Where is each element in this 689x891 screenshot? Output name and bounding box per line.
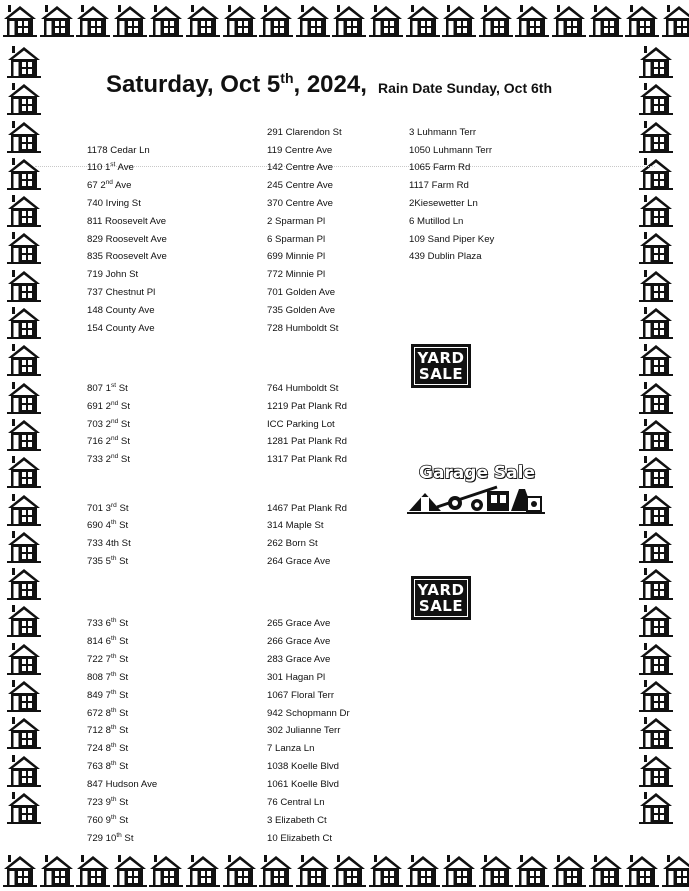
address-item [87,383,128,395]
house-icon [259,853,293,887]
yard-sale-word: SALE [418,365,464,383]
address-number: 712 8 [87,725,112,736]
address-item [87,761,128,773]
house-icon [76,853,110,887]
house-icon [149,3,183,37]
address-item: 701 Golden Ave [267,287,336,298]
street-type: St [116,797,129,808]
house-icon [479,3,513,37]
ordinal-suffix: nd [111,434,119,442]
house-icon [7,454,41,488]
ordinal-suffix: th [111,670,117,678]
address-item [87,618,128,630]
house-icon [639,417,673,451]
street-type: St [116,556,129,567]
border-left [7,44,41,827]
street-type: St [118,401,130,412]
address-item [87,419,130,431]
address-item: 2Kiesewetter Ln [409,198,478,209]
house-icon [7,119,41,153]
address-number: 703 2 [87,419,112,430]
title-date-suffix: th [280,70,294,86]
address-number: 763 8 [87,761,112,772]
address-number: 849 7 [87,690,112,701]
address-item: 1317 Pat Plank Rd [267,454,348,465]
address-item [87,690,128,702]
house-icon [7,603,41,637]
house-icon [7,790,41,824]
address-item [87,401,130,413]
street-type: St [116,383,128,394]
house-icon [639,566,673,600]
address-item: 245 Centre Ave [267,180,333,191]
house-icon [7,492,41,526]
address-item [87,815,128,827]
address-item: 740 Irving St [87,198,141,209]
house-icon [479,853,513,887]
address-item: 154 County Ave [87,323,155,334]
house-icon [7,380,41,414]
address-item [87,833,134,845]
house-icon [639,380,673,414]
rain-date: Rain Date Sunday, Oct 6th [378,80,552,96]
street-type: St [116,618,129,629]
house-icon [639,156,673,190]
ordinal-suffix: th [111,634,117,642]
house-icon [639,230,673,264]
address-number: 701 3 [87,503,112,514]
house-icon [639,529,673,563]
house-icon [639,305,673,339]
address-item: 1067 Floral Terr [267,690,335,701]
address-number: 760 9 [87,815,112,826]
address-number: 716 2 [87,436,112,447]
address-number: 729 10 [87,833,117,844]
ordinal-suffix: th [111,759,117,767]
street-type: St [116,672,129,683]
house-icon [515,3,549,37]
street-type: St [118,436,130,447]
address-item: 1050 Luhmann Terr [409,145,493,156]
ordinal-suffix: th [116,831,122,839]
house-icon [552,3,586,37]
border-bottom [3,853,689,887]
house-icon [113,3,147,37]
address-item: 266 Grace Ave [267,636,331,647]
address-number: 110 1 [87,162,111,173]
address-item: 283 Grace Ave [267,654,331,665]
address-item [87,180,131,192]
house-icon [625,853,659,887]
address-item [87,503,129,515]
street-type: St [116,743,129,754]
ordinal-suffix: st [110,160,116,168]
address-item: 302 Julianne Terr [267,725,341,736]
house-icon [515,853,549,887]
address-item: 3 Luhmann Terr [409,127,477,138]
address-item [87,743,128,755]
address-item: 6 Sparman Pl [267,234,326,245]
street-type: Ave [115,162,134,173]
address-item: 772 Minnie Pl [267,269,326,280]
ordinal-suffix: th [111,688,117,696]
address-item [87,520,128,532]
address-item: 1219 Pat Plank Rd [267,401,348,412]
street-type: St [118,419,130,430]
yard-sale-sign [411,344,471,388]
house-icon [625,3,659,37]
house-icon [7,193,41,227]
house-icon [7,715,41,749]
address-item: 735 Golden Ave [267,305,336,316]
address-item: 1117 Farm Rd [409,180,469,191]
house-icon [7,529,41,563]
ordinal-suffix: st [111,381,117,389]
address-item: 847 Hudson Ave [87,779,158,790]
house-icon [7,566,41,600]
house-icon [332,3,366,37]
ordinal-suffix: th [111,795,117,803]
ordinal-suffix: th [111,616,117,624]
address-item: 291 Clarendon St [267,127,342,138]
ordinal-suffix: nd [105,178,113,186]
address-item: 301 Hagan Pl [267,672,326,683]
house-icon [223,853,257,887]
house-icon [149,853,183,887]
house-icon [639,678,673,712]
address-item: 733 4th St [87,538,131,549]
house-icon [7,156,41,190]
house-icon [7,417,41,451]
street-type: St [118,454,130,465]
house-icon [639,603,673,637]
house-icon [7,268,41,302]
address-item [87,654,128,666]
address-item: 1065 Farm Rd [409,162,471,173]
house-icon [7,81,41,115]
house-icon [3,3,37,37]
house-icon [639,715,673,749]
page-title [106,70,367,99]
ordinal-suffix: rd [111,501,117,509]
address-item: 1178 Cedar Ln [87,145,150,156]
house-icon [639,753,673,787]
address-number: 691 2 [87,401,112,412]
ordinal-suffix: th [111,554,117,562]
address-item: 1061 Koelle Blvd [267,779,340,790]
address-item: 829 Roosevelt Ave [87,234,167,245]
house-icon [7,342,41,376]
house-icon [7,305,41,339]
house-icon [7,753,41,787]
address-item: 148 County Ave [87,305,155,316]
address-item: 10 Elizabeth Ct [267,833,333,844]
ordinal-suffix: th [111,706,117,714]
address-number: 723 9 [87,797,112,808]
address-number: 733 2 [87,454,112,465]
house-icon [186,3,220,37]
house-icon [662,3,689,37]
address-item: 142 Centre Ave [267,162,333,173]
house-icon [186,853,220,887]
ordinal-suffix: th [111,518,117,526]
address-item: 76 Central Ln [267,797,325,808]
address-item [87,672,128,684]
address-item: 7 Lanza Ln [267,743,315,754]
house-icon [639,454,673,488]
house-icon [332,853,366,887]
house-icon [639,342,673,376]
house-icon [7,641,41,675]
house-icon [639,81,673,115]
house-icon [223,3,257,37]
address-item: 835 Roosevelt Ave [87,251,167,262]
address-item [87,162,134,174]
address-item [87,708,128,720]
ordinal-suffix: nd [111,452,119,460]
house-icon [406,853,440,887]
address-number: 690 4 [87,520,112,531]
address-item: 942 Schopmann Dr [267,708,350,719]
address-item: 119 Centre Ave [267,145,333,156]
ordinal-suffix: th [111,813,117,821]
house-icon [639,641,673,675]
house-icon [662,853,689,887]
house-icon [552,853,586,887]
address-number: 814 6 [87,636,112,647]
address-item: 811 Roosevelt Ave [87,216,167,227]
ordinal-suffix: nd [111,417,119,425]
house-icon [639,268,673,302]
address-item: 764 Humboldt St [267,383,339,394]
address-number: 722 7 [87,654,112,665]
house-icon [369,853,403,887]
address-item: 1038 Koelle Blvd [267,761,340,772]
address-item [87,556,128,568]
garage-sale-text: Garage Sale [419,463,535,483]
ordinal-suffix: th [111,723,117,731]
address-item: 439 Dublin Plaza [409,251,482,262]
ordinal-suffix: th [111,652,117,660]
house-icon [3,853,37,887]
address-item: 699 Minnie Pl [267,251,326,262]
house-icon [7,678,41,712]
ordinal-suffix: th [111,741,117,749]
border-top [3,3,689,37]
ordinal-suffix: nd [111,399,119,407]
address-item: 1281 Pat Plank Rd [267,436,348,447]
border-right [639,44,673,827]
address-item [87,636,128,648]
house-icon [589,3,623,37]
address-item: 264 Grace Ave [267,556,331,567]
house-icon [296,3,330,37]
address-item: 728 Humboldt St [267,323,339,334]
address-item: 262 Born St [267,538,318,549]
street-type: St [116,636,129,647]
yard-sale-word: YARD [417,349,465,367]
address-item [87,725,128,737]
house-icon [639,790,673,824]
title-date: Saturday, Oct 5 [106,71,281,98]
address-item [87,454,130,466]
street-type: Ave [112,180,132,191]
yard-sale-sign [411,576,471,620]
street-type: St [116,654,129,665]
street-type: St [116,815,129,826]
house-icon [7,44,41,78]
house-icon [639,492,673,526]
title-year: , 2024, [293,71,367,98]
address-number: 67 2 [87,180,106,191]
address-item [87,797,128,809]
street-type: St [116,503,129,514]
address-item: 2 Sparman Pl [267,216,326,227]
house-icon [76,3,110,37]
address-number: 733 6 [87,618,112,629]
house-icon [40,853,74,887]
address-item: 109 Sand Piper Key [409,234,495,245]
address-item: 737 Chestnut Pl [87,287,156,298]
house-icon [113,853,147,887]
street-type: St [116,520,129,531]
house-icon [259,3,293,37]
address-item: 370 Centre Ave [267,198,333,209]
address-item: 265 Grace Ave [267,618,331,629]
yard-sale-word: YARD [417,581,465,599]
address-number: 724 8 [87,743,112,754]
street-type: St [116,708,129,719]
address-number: 808 7 [87,672,112,683]
house-icon [639,119,673,153]
house-icon [589,853,623,887]
address-number: 735 5 [87,556,112,567]
house-icon [406,3,440,37]
house-icon [369,3,403,37]
address-item: 1467 Pat Plank Rd [267,503,348,514]
address-item: 3 Elizabeth Ct [267,815,327,826]
street-type: St [116,725,129,736]
address-item [87,436,130,448]
house-icon [40,3,74,37]
house-icon [442,3,476,37]
house-icon [639,44,673,78]
yard-sale-word: SALE [418,597,464,615]
house-icon [296,853,330,887]
address-number: 807 1 [87,383,112,394]
address-item: 314 Maple St [267,520,324,531]
address-item: ICC Parking Lot [267,419,335,430]
address-item: 6 Mutillod Ln [409,216,464,227]
address-number: 672 8 [87,708,112,719]
house-icon [639,193,673,227]
address-item: 719 John St [87,269,139,280]
house-icon [442,853,476,887]
street-type: St [116,761,129,772]
house-icon [7,230,41,264]
street-type: St [116,690,129,701]
garage-sale-sign [407,463,545,515]
street-type: St [121,833,134,844]
